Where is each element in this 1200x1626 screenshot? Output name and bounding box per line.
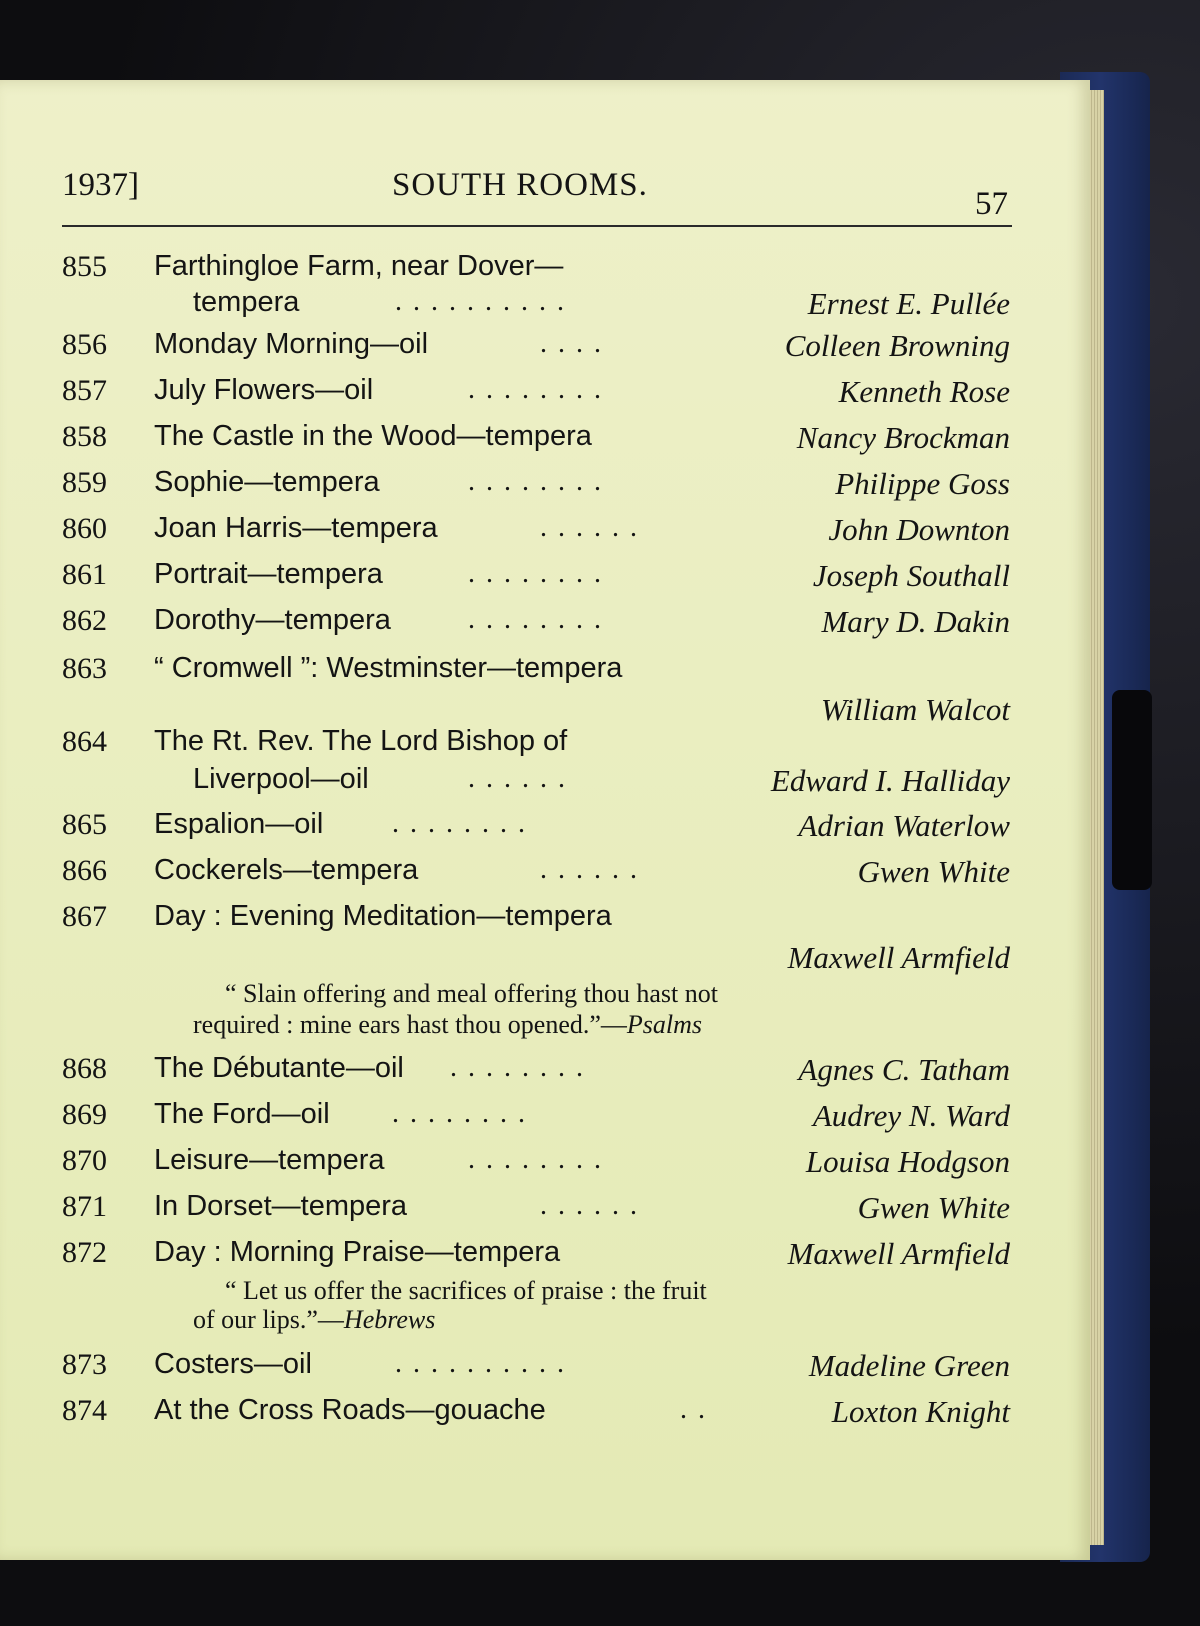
entry-864-cont [0, 763, 1090, 803]
entry-artist: Agnes C. Tatham [798, 1052, 1010, 1087]
entry-number: 869 [62, 1098, 107, 1131]
leader-dots: . . . . . . [540, 854, 639, 885]
entry-title: The Ford—oil [154, 1098, 330, 1130]
leader-dots: . . . . . . . . [468, 374, 603, 405]
entry-number: 870 [62, 1144, 107, 1177]
entry-870 [0, 1144, 1090, 1184]
entry-number: 864 [62, 725, 107, 758]
entry-artist: Loxton Knight [831, 1394, 1010, 1429]
entry-872 [0, 1236, 1090, 1276]
entry-number: 857 [62, 374, 107, 407]
entry-artist: Gwen White [857, 1190, 1010, 1225]
entry-title: Day : Morning Praise—tempera [154, 1236, 561, 1268]
entry-867 [0, 900, 1090, 940]
entry-artist: Joseph Southall [812, 558, 1010, 593]
entry-artist: John Downton [828, 512, 1010, 547]
entry-artist: Gwen White [857, 854, 1010, 889]
entry-862 [0, 604, 1090, 644]
entry-title: In Dorset—tempera [154, 1190, 408, 1222]
entry-title: The Castle in the Wood—tempera [154, 420, 592, 452]
leader-dots: . . . . . . [540, 1190, 639, 1221]
entry-855-cont [0, 286, 1090, 326]
entry-number: 873 [62, 1348, 107, 1381]
leader-dots: . . . . . . . . [450, 1052, 585, 1083]
header-rule [62, 225, 1012, 227]
book-clasp [1112, 690, 1152, 890]
entry-title: Day : Evening Meditation—tempera [154, 900, 612, 932]
entry-859 [0, 466, 1090, 506]
entry-861 [0, 558, 1090, 598]
entry-number: 863 [62, 652, 107, 685]
entry-medium: tempera [193, 286, 300, 318]
quote-line: required : mine ears hast thou opened.”—Psalms [193, 1010, 703, 1039]
entry-866 [0, 854, 1090, 894]
entry-number: 867 [62, 900, 107, 933]
entry-title: At the Cross Roads—gouache [154, 1394, 546, 1426]
entry-title: Cockerels—tempera [154, 854, 419, 886]
entry-number: 868 [62, 1052, 107, 1085]
entry-title: Sophie—tempera [154, 466, 380, 498]
entry-number: 874 [62, 1394, 107, 1427]
entry-856 [0, 328, 1090, 368]
entry-858 [0, 420, 1090, 460]
entry-number: 861 [62, 558, 107, 591]
entry-artist: Louisa Hodgson [805, 1144, 1010, 1179]
leader-dots: . . . . . . . . [468, 558, 603, 589]
entry-874 [0, 1394, 1090, 1434]
entry-number: 862 [62, 604, 107, 637]
entry-artist: Mary D. Dakin [821, 604, 1010, 639]
quote-line: of our lips.”—Hebrews [193, 1305, 436, 1334]
quote-source: Hebrews [343, 1305, 436, 1334]
quote-line: “ Let us offer the sacrifices of praise : the fruit [225, 1276, 707, 1305]
entry-864 [0, 725, 1090, 765]
page-number: 57 [975, 186, 1008, 222]
entry-artist: Edward I. Halliday [770, 763, 1010, 798]
entry-867-artist-line [0, 940, 1090, 980]
entry-title: Costers—oil [154, 1348, 312, 1380]
entry-number: 865 [62, 808, 107, 841]
catalogue-page [0, 80, 1090, 1560]
entry-artist: Philippe Goss [835, 466, 1010, 501]
entry-title: Dorothy—tempera [154, 604, 391, 636]
entry-number: 859 [62, 466, 107, 499]
entry-867-quote-cont [0, 1010, 1090, 1050]
entry-artist: Nancy Brockman [796, 420, 1010, 455]
entry-title: Joan Harris—tempera [154, 512, 438, 544]
leader-dots: . . . . . . . . . . [395, 286, 566, 317]
entry-855 [0, 250, 1090, 290]
entry-860 [0, 512, 1090, 552]
entry-artist: Maxwell Armfield [787, 1236, 1010, 1271]
entry-artist: Madeline Green [808, 1348, 1010, 1383]
leader-dots: . . . . . . [540, 512, 639, 543]
entry-title: Farthingloe Farm, near Dover— [154, 250, 564, 282]
entry-number: 858 [62, 420, 107, 453]
entry-871 [0, 1190, 1090, 1230]
entry-number: 855 [62, 250, 107, 283]
entry-number: 860 [62, 512, 107, 545]
entry-title: Monday Morning—oil [154, 328, 429, 360]
entry-873 [0, 1348, 1090, 1388]
entry-number: 871 [62, 1190, 107, 1223]
leader-dots: . . . . . . . . [392, 1098, 527, 1129]
entry-title: July Flowers—oil [154, 374, 374, 406]
entry-artist: Audrey N. Ward [812, 1098, 1010, 1133]
entry-868 [0, 1052, 1090, 1092]
entry-865 [0, 808, 1090, 848]
entry-artist: William Walcot [820, 692, 1010, 727]
leader-dots: . . . . . . [468, 763, 567, 794]
entry-medium: Liverpool—oil [193, 763, 369, 795]
entry-863 [0, 652, 1090, 692]
entry-artist: Kenneth Rose [838, 374, 1010, 409]
entry-title: The Débutante—oil [154, 1052, 404, 1084]
entry-title: Espalion—oil [154, 808, 324, 840]
leader-dots: . . . . . . . . [468, 1144, 603, 1175]
entry-number: 866 [62, 854, 107, 887]
leader-dots: . . [680, 1394, 707, 1425]
entry-872-quote-cont [0, 1305, 1090, 1345]
entry-title: The Rt. Rev. The Lord Bishop of [154, 725, 568, 757]
leader-dots: . . . . [540, 328, 603, 359]
leader-dots: . . . . . . . . . . [395, 1348, 566, 1379]
entry-artist: Ernest E. Pullée [807, 286, 1010, 321]
entry-869 [0, 1098, 1090, 1138]
leader-dots: . . . . . . . . [392, 808, 527, 839]
leader-dots: . . . . . . . . [468, 604, 603, 635]
leader-dots: . . . . . . . . [468, 466, 603, 497]
entry-artist: Colleen Browning [784, 328, 1010, 363]
quote-source: Psalms [626, 1010, 703, 1039]
entry-artist: Adrian Waterlow [798, 808, 1010, 843]
entry-artist: Maxwell Armfield [787, 940, 1010, 975]
quote-line: “ Slain offering and meal offering thou hast not [225, 979, 718, 1008]
entry-number: 872 [62, 1236, 107, 1269]
page-title: SOUTH ROOMS. [392, 167, 648, 203]
entry-number: 856 [62, 328, 107, 361]
entry-title: Portrait—tempera [154, 558, 383, 590]
entry-857 [0, 374, 1090, 414]
entry-title: “ Cromwell ”: Westminster—tempera [154, 652, 623, 684]
entry-title: Leisure—tempera [154, 1144, 385, 1176]
header-year: 1937] [62, 167, 139, 203]
